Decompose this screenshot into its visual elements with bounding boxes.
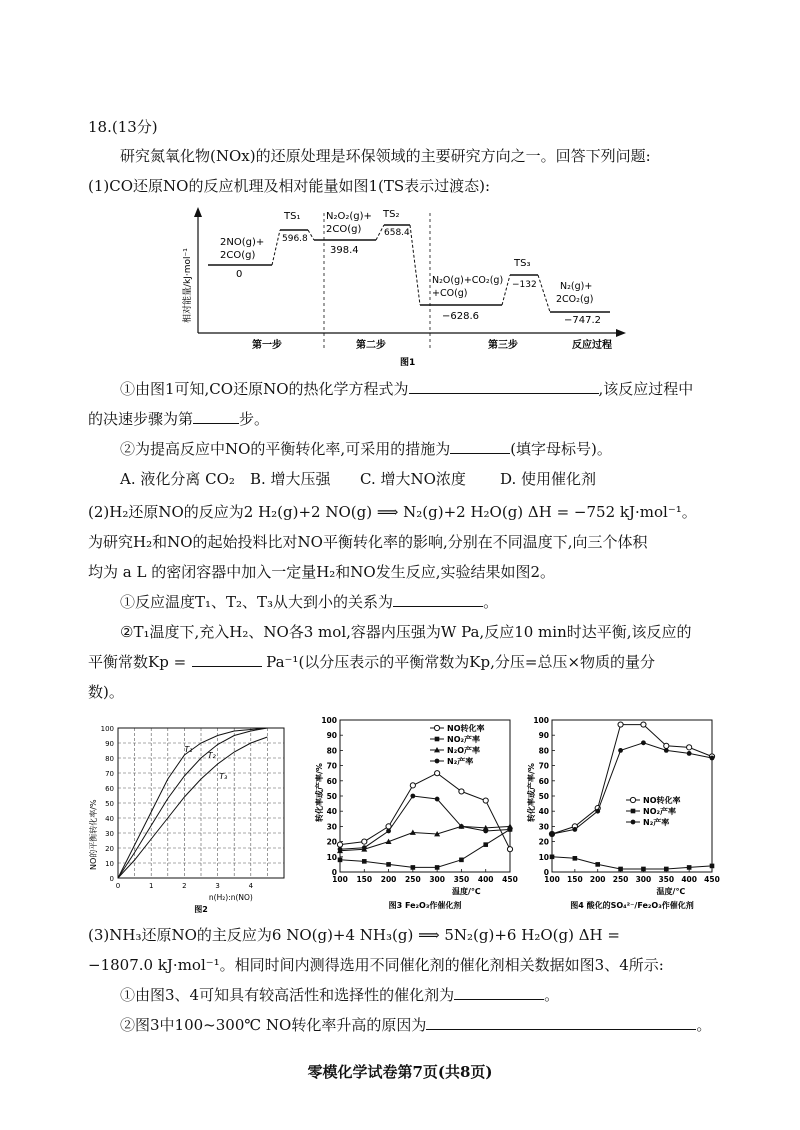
fig3-xlabel: 温度/℃ <box>451 887 481 896</box>
part2-line1: (2)H₂还原NO的反应为2 H₂(g)+2 NO(g) ⟹ N₂(g)+2 H₂O(g) ΔH = −752 kJ·mol⁻¹。 <box>88 503 697 521</box>
fig4-point-s3 <box>550 832 555 837</box>
fig1-path-4 <box>410 225 420 305</box>
part2-line2: 为研究H₂和NO的起始投料比对NO平衡转化率的影响,分别在不同温度下,向三个体积 <box>88 533 648 551</box>
option-b: B. 增大压强 <box>250 470 331 488</box>
fig4-legend-marker <box>630 797 635 802</box>
part2-q1 <box>120 592 498 612</box>
answer-blank-measures[interactable] <box>450 439 510 454</box>
part2-q1-text: ①反应温度T₁、T₂、T₃从大到小的关系为 <box>120 593 394 611</box>
part1-q2 <box>120 439 612 459</box>
fig4-point-s2 <box>595 862 600 867</box>
fig3-point-s2 <box>362 859 367 864</box>
part3-q1-text: ①由图3、4可知具有较高活性和选择性的催化剂为 <box>120 986 455 1004</box>
part2-line3: 均为 a L 的密闭容器中加入一定量H₂和NO发生反应,实验结果如图2。 <box>88 563 556 581</box>
fig2-curve-label: T₁ <box>184 745 193 754</box>
part3-q1-end: 。 <box>544 986 560 1004</box>
part2-q2c: 数)。 <box>88 683 124 701</box>
fig1-end-species-2: 2CO₂(g) <box>556 294 594 305</box>
fig2-ytick-label: 70 <box>105 770 114 778</box>
fig3-point-s2 <box>386 862 391 867</box>
fig4-xtick-label: 100 <box>544 875 560 884</box>
part2-q1-end: 。 <box>483 593 499 611</box>
fig4-ytick-label: 30 <box>538 822 549 832</box>
fig3-ytick-label: 60 <box>326 776 337 786</box>
fig2-xtick-label: 4 <box>248 882 254 890</box>
fig4-point-s3 <box>710 756 715 761</box>
page-footer: 零模化学试卷第7页(共8页) <box>307 1063 493 1081</box>
fig2-xtick-label: 2 <box>182 882 187 890</box>
answer-blank-reason[interactable] <box>426 1015 696 1030</box>
fig4-frame <box>552 720 712 872</box>
fig4-ytick-label: 0 <box>543 868 549 877</box>
fig3-caption: 图3 Fe₂O₃作催化剂 <box>388 901 462 910</box>
fig4-ytick-label: 60 <box>538 776 549 786</box>
fig3-legend-marker <box>434 725 439 730</box>
fig4-xtick-label: 300 <box>635 875 652 884</box>
fig3-xtick-label: 300 <box>429 875 445 884</box>
fig2-caption: 图2 <box>194 905 208 913</box>
fig3-point-s1 <box>435 771 440 776</box>
fig1-ts2: TS₂ <box>383 209 400 220</box>
fig4-legend-marker <box>631 809 636 814</box>
fig3-xtick-label: 250 <box>405 875 421 884</box>
fig2-ytick-label: 40 <box>105 815 114 823</box>
part2-q2b-pre: 平衡常数Kp = <box>88 653 187 671</box>
fig4-xtick-label: 450 <box>704 875 720 884</box>
fig1-caption: 图1 <box>400 358 416 368</box>
fig3-point-s4 <box>410 794 415 799</box>
fig1-ts2-energy: 658.4 <box>384 228 410 238</box>
part3-q1 <box>120 985 559 1005</box>
fig4-point-s1 <box>618 722 623 727</box>
answer-blank-step[interactable] <box>193 409 239 424</box>
fig3-point-s4 <box>386 829 391 834</box>
answer-blank-temperature[interactable] <box>393 592 483 607</box>
part1-options <box>120 469 596 489</box>
fig4-point-s1 <box>641 722 646 727</box>
fig3-ylabel: 转化率或产率/% <box>315 763 324 822</box>
fig1-mid2-energy: −628.6 <box>442 311 480 322</box>
fig2-ytick-label: 60 <box>105 785 114 793</box>
fig4-xtick-label: 250 <box>612 875 629 884</box>
part1-q1a <box>120 379 693 399</box>
fig3-ytick-label: 70 <box>326 761 337 771</box>
fig2-ytick-label: 30 <box>105 830 114 838</box>
answer-blank-equation[interactable] <box>409 379 599 394</box>
fig1-mid1-species-2: 2CO(g) <box>326 224 362 235</box>
fig1-start-energy: 0 <box>236 269 243 280</box>
option-c: C. 增大NO浓度 <box>360 470 466 488</box>
fig3-xtick-label: 100 <box>332 875 348 884</box>
fig2-ytick-label: 90 <box>105 740 114 748</box>
part1-q1b-pre: 的决速步骤为第 <box>88 410 194 428</box>
fig3-point-s2 <box>411 865 416 870</box>
fig4-ytick-label: 10 <box>538 852 549 862</box>
fig1-xlabel: 反应过程 <box>572 340 612 351</box>
question-number: 18.(13分) <box>88 118 158 136</box>
fig1-start-species-1: 2NO(g)+ <box>220 237 265 248</box>
fig2-ytick-label: 80 <box>105 755 114 763</box>
fig1-step-1: 第一步 <box>252 340 282 351</box>
fig2-xlabel: n(H₂):n(NO) <box>208 893 253 902</box>
fig4-xtick-label: 350 <box>658 875 675 884</box>
fig1-x-arrow <box>616 329 626 337</box>
fig1-step-2: 第二步 <box>356 340 386 351</box>
fig4-point-s2 <box>641 867 646 872</box>
fig3-point-s1 <box>410 783 415 788</box>
fig3-ytick-label: 50 <box>326 792 337 801</box>
fig4-point-s2 <box>550 855 555 860</box>
fig3-legend-label: N₂O产率 <box>447 746 480 755</box>
fig4-point-s3 <box>687 751 692 756</box>
part1-q2-text: ②为提高反应中NO的平衡转化率,可采用的措施为 <box>120 440 451 458</box>
fig2-curve-label: T₃ <box>219 772 228 781</box>
fig2-xtick-label: 0 <box>115 882 121 890</box>
answer-blank-kp[interactable] <box>192 652 262 667</box>
fig2-curve-label: T₂ <box>207 751 216 760</box>
fig1-end-species-1: N₂(g)+ <box>560 281 593 292</box>
option-d: D. 使用催化剂 <box>500 470 597 488</box>
fig3-ytick-label: 100 <box>321 716 337 725</box>
fig1-mid1-species-1: N₂O₂(g)+ <box>326 211 372 222</box>
fig3-point-s2 <box>483 842 488 847</box>
figure-2-chart <box>84 718 304 913</box>
fig4-point-s3 <box>618 748 623 753</box>
fig4-point-s3 <box>664 748 669 753</box>
fig3-ytick-label: 90 <box>326 731 337 741</box>
fig4-point-s2 <box>618 867 623 872</box>
fig1-path-2 <box>308 230 314 240</box>
fig1-path-3 <box>376 225 384 240</box>
fig2-ytick-label: 100 <box>100 725 114 733</box>
fig4-point-s3 <box>572 827 577 832</box>
fig3-point-s4 <box>338 847 343 852</box>
fig3-legend-marker <box>435 759 440 764</box>
fig4-point-s1 <box>687 745 692 750</box>
fig3-ytick-label: 20 <box>326 837 337 847</box>
fig3-point-s2 <box>338 858 343 863</box>
part3-q2-end: 。 <box>696 1016 712 1034</box>
part1-q1b-post: 步。 <box>239 410 270 428</box>
fig3-point-s4 <box>483 829 488 834</box>
fig3-ytick-label: 40 <box>326 807 337 817</box>
fig3-xtick-label: 200 <box>380 875 397 884</box>
fig4-ytick-label: 40 <box>538 807 549 817</box>
part2-q2b-post: Pa⁻¹(以分压表示的平衡常数为Kp,分压=总压×物质的量分 <box>266 653 656 671</box>
fig2-xtick-label: 1 <box>148 882 154 890</box>
fig4-xtick-label: 400 <box>681 875 697 884</box>
fig2-ytick-label: 50 <box>105 800 114 808</box>
fig1-mid2-species-1: N₂O(g)+CO₂(g) <box>432 275 504 286</box>
figure-4-chart <box>522 712 722 912</box>
figure-1-energy-diagram <box>180 205 640 370</box>
fig3-point-s2 <box>459 858 464 863</box>
fig3-point-s4 <box>459 824 464 829</box>
fig3-legend-label: NO转化率 <box>447 724 485 733</box>
fig4-point-s2 <box>687 865 692 870</box>
part1-q1b <box>88 409 269 429</box>
fig3-ytick-label: 80 <box>326 746 337 756</box>
fig2-ylabel: NO的平衡转化率/% <box>89 799 98 870</box>
fig4-caption: 图4 酸化的SO₄²⁻/Fe₂O₃作催化剂 <box>570 901 694 910</box>
answer-blank-catalyst[interactable] <box>454 985 544 1000</box>
fig3-point-s2 <box>435 865 440 870</box>
fig3-point-s4 <box>435 797 440 802</box>
fig4-point-s3 <box>595 809 600 814</box>
fig4-ytick-label: 20 <box>538 837 549 847</box>
fig4-ytick-label: 90 <box>538 731 549 741</box>
part3-q2 <box>120 1015 711 1035</box>
fig3-point-s1 <box>459 789 464 794</box>
fig1-ylabel: 相对能量/kJ·mol⁻¹ <box>183 248 193 323</box>
fig1-ts3: TS₃ <box>514 258 531 269</box>
fig3-point-s1 <box>337 842 342 847</box>
fig1-mid2-species-2: +CO(g) <box>432 288 468 299</box>
fig1-path-6 <box>538 275 550 312</box>
fig2-xtick-label: 3 <box>215 882 220 890</box>
part1-heading: (1)CO还原NO的反应机理及相对能量如图1(TS表示过渡态): <box>88 177 491 195</box>
fig4-ytick-label: 80 <box>538 746 549 756</box>
fig4-ylabel: 转化率或产率/% <box>527 763 536 822</box>
fig3-point-s1 <box>507 847 512 852</box>
fig2-ytick-label: 20 <box>105 845 114 853</box>
part2-q2: ②T₁温度下,充入H₂、NO各3 mol,容器内压强为W Pa,反应10 min时达平衡,该反应的 <box>120 623 692 641</box>
part2-q2b <box>88 652 655 672</box>
fig1-ts1-energy: 596.8 <box>282 234 308 244</box>
fig3-legend-marker <box>435 737 440 742</box>
part1-q2-end: (填字母标号)。 <box>510 440 612 458</box>
fig4-point-s2 <box>664 867 669 872</box>
fig3-ytick-label: 0 <box>331 868 337 877</box>
fig3-series-line-1 <box>340 773 510 849</box>
fig1-end-energy: −747.2 <box>564 315 602 326</box>
part3-line2: −1807.0 kJ·mol⁻¹。相同时间内测得选用不同催化剂的催化剂相关数据如图3、4所示: <box>88 956 664 974</box>
fig3-legend-label: NO₂产率 <box>447 735 480 744</box>
fig4-ytick-label: 100 <box>533 716 549 725</box>
fig1-ts3-energy: −132 <box>512 280 537 290</box>
fig3-ytick-label: 30 <box>326 822 337 832</box>
fig4-point-s3 <box>641 740 646 745</box>
fig4-xtick-label: 200 <box>589 875 606 884</box>
fig3-xtick-label: 150 <box>356 875 373 884</box>
figure-3-chart <box>310 712 520 912</box>
option-a: A. 液化分离 CO₂ <box>120 470 235 488</box>
fig3-xtick-label: 400 <box>477 875 494 884</box>
fig1-y-arrow <box>194 207 202 217</box>
part1-q1a-text: ①由图1可知,CO还原NO的热化学方程式为 <box>120 380 409 398</box>
fig1-path-5 <box>502 275 510 305</box>
fig4-point-s1 <box>664 743 669 748</box>
fig3-xtick-label: 450 <box>502 875 518 884</box>
fig4-xtick-label: 150 <box>567 875 583 884</box>
fig4-legend-label: NO₂产率 <box>643 807 676 816</box>
fig1-step-3: 第三步 <box>488 340 518 351</box>
fig1-ts1: TS₁ <box>284 211 301 222</box>
fig1-path-1 <box>272 230 280 265</box>
part3-line1: (3)NH₃还原NO的主反应为6 NO(g)+4 NH₃(g) ⟹ 5N₂(g)+6 H₂O(g) ΔH = <box>88 926 620 944</box>
fig4-legend-marker <box>631 820 636 825</box>
part1-q1a-end: ,该反应过程中 <box>598 380 694 398</box>
fig4-ytick-label: 70 <box>538 761 549 771</box>
question-intro: 研究氮氧化物(NOx)的还原处理是环保领域的主要研究方向之一。回答下列问题: <box>120 147 651 165</box>
fig4-legend-label: N₂产率 <box>643 818 670 827</box>
fig2-ytick-label: 10 <box>105 860 114 868</box>
fig4-point-s2 <box>710 864 715 869</box>
fig3-point-s1 <box>362 839 367 844</box>
fig4-xlabel: 温度/℃ <box>656 887 686 896</box>
fig4-point-s2 <box>573 856 578 861</box>
fig4-legend-label: NO转化率 <box>643 796 681 805</box>
fig3-point-s4 <box>508 827 513 832</box>
fig3-ytick-label: 10 <box>326 852 337 862</box>
fig3-point-s4 <box>362 845 367 850</box>
part3-q2-text: ②图3中100~300℃ NO转化率升高的原因为 <box>120 1016 427 1034</box>
fig3-legend-label: N₂产率 <box>447 757 474 766</box>
fig1-mid1-energy: 398.4 <box>330 245 359 256</box>
fig4-series-line-1 <box>552 725 712 834</box>
fig1-start-species-2: 2CO(g) <box>220 250 256 261</box>
fig2-ytick-label: 0 <box>109 875 114 883</box>
fig3-point-s1 <box>483 798 488 803</box>
fig3-xtick-label: 350 <box>453 875 470 884</box>
fig4-ytick-label: 50 <box>538 792 549 801</box>
